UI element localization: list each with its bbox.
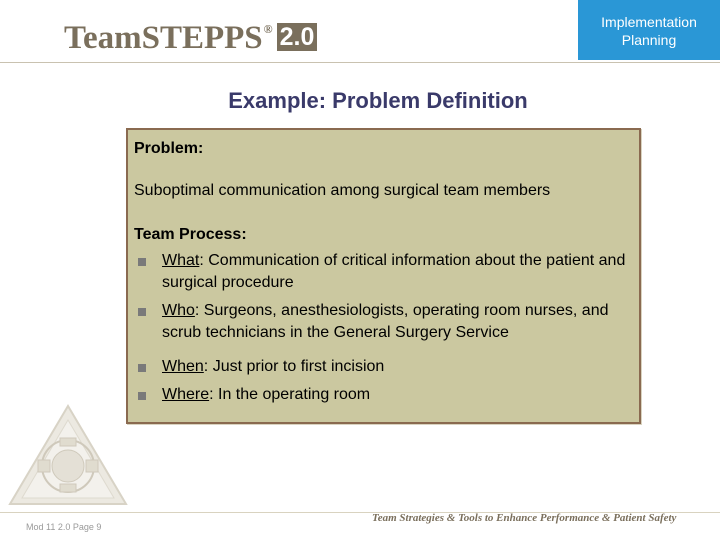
square-bullet-icon: [138, 258, 146, 266]
section-label-box: [578, 0, 720, 60]
slide-title: Example: Problem Definition: [228, 88, 528, 113]
teamstepps-triangle-watermark-icon: [0, 400, 130, 510]
logo-text: TeamSTEPPS: [64, 20, 263, 56]
problem-statement: Suboptimal communication among surgical team members: [134, 182, 551, 199]
footer-tagline: Team Strategies & Tools to Enhance Performance & Patient Safety: [372, 512, 677, 524]
bullet-text: : Just prior to first incision: [203, 358, 385, 375]
bullet-text: : In the operating room: [209, 386, 371, 403]
square-bullet-icon: [138, 392, 146, 400]
module-page-number: Mod 11 2.0 Page 9: [26, 522, 102, 532]
list-item: [134, 250, 634, 294]
list-item: [134, 356, 634, 378]
problem-definition-box: [126, 128, 641, 424]
bullet-term: When: [162, 358, 204, 375]
problem-heading: Problem:: [134, 140, 204, 157]
logo-version-badge: 2.0: [277, 23, 318, 51]
square-bullet-icon: [138, 308, 146, 316]
team-process-heading: Team Process:: [134, 226, 247, 243]
bullet-text: : Communication of critical information about the patient and surgical procedure: [162, 252, 626, 291]
list-item: [134, 300, 634, 344]
teamstepps-logo: [64, 18, 317, 58]
header-divider: [0, 62, 720, 63]
square-bullet-icon: [138, 364, 146, 372]
bullet-term: What: [162, 252, 200, 269]
bullet-text: : Surgeons, anesthesiologists, operating room nurses, and scrub technicians in the General Surgery Service: [162, 302, 609, 341]
logo-registered-mark: ®: [263, 22, 273, 36]
bullet-term: Where: [162, 386, 210, 403]
bullet-term: Who: [162, 302, 195, 319]
section-label: Implementation Planning: [601, 14, 697, 48]
team-process-list: [134, 250, 634, 412]
list-item: [134, 384, 634, 406]
